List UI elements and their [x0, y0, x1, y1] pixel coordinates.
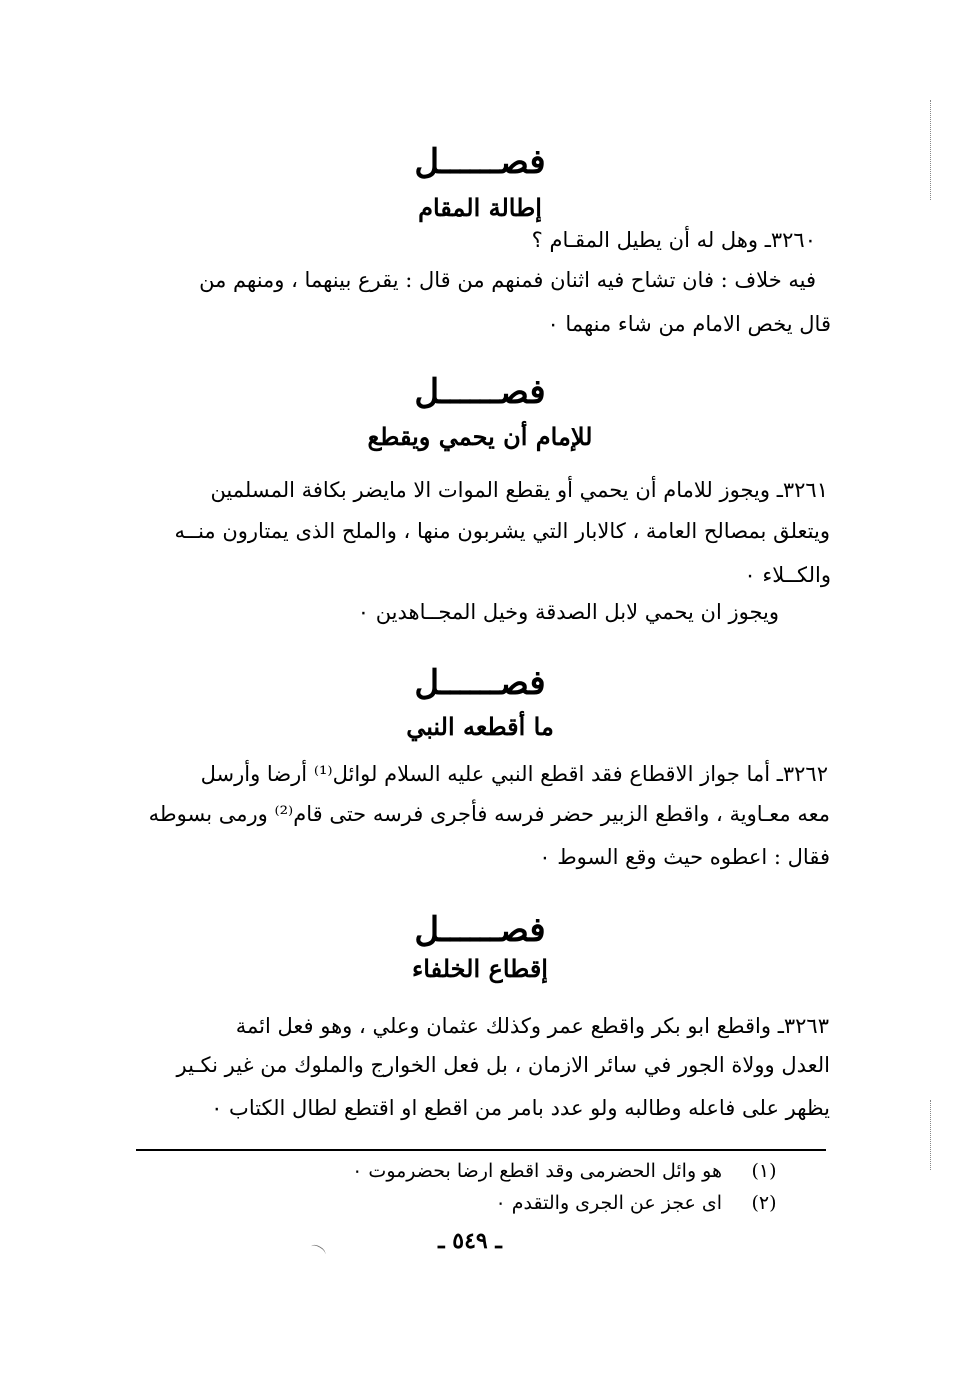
scan-margin-line	[930, 100, 931, 200]
section-heading: فصــــــل	[414, 910, 546, 950]
footnote-text: هو وائل الحضرمى وقد اقطع ارضا بحضرموت ٠	[352, 1160, 722, 1182]
paragraph-line: قال يخص الامام من شاء منهما ٠	[547, 312, 831, 336]
paragraph-line: فيه خلاف : فان تشاح فيه اثنان فمنهم من قال : يقرع بينهما ، ومنهم من	[199, 268, 816, 292]
section-title: إقطاع الخلفاء	[412, 954, 548, 983]
footnote-number: (١)	[751, 1160, 777, 1182]
paragraph-line: ٣٢٦٠ـ وهل له أن يطيل المقـام ؟	[531, 228, 816, 252]
scan-margin-line	[930, 1100, 931, 1170]
footnote	[352, 1160, 784, 1182]
paragraph-line: فقال : اعطوه حيث وقع السوط ٠	[539, 845, 830, 869]
section-title: للإمام أن يحمي ويقطع	[367, 422, 593, 451]
section-title: إطالة المقام	[418, 193, 542, 222]
scan-mark	[309, 1243, 327, 1259]
section-heading: فصــــــل	[414, 372, 546, 412]
section-heading: فصــــــل	[414, 663, 546, 703]
paragraph-line: ٣٢٦٣ـ واقطع ابو بكر واقطع عمر وكذلك عثمان وعلي ، وهو فعل ائمة	[235, 1014, 829, 1038]
footnote-text: اى عجز عن الجرى والتقدم ٠	[495, 1192, 722, 1214]
section-heading: فصــــــل	[414, 142, 546, 182]
paragraph-line: معه معـاوية ، واقطع الزبير حضر فرسه فأجرى فرسه حتى قام⁽²⁾ ورمى بسوطه	[148, 802, 830, 826]
paragraph-line: ٣٢٦١ـ ويجوز للامام أن يحمي أو يقطع الموات الا مايضر بكافة المسلمين	[210, 478, 828, 502]
paragraph-line: ويجوز ان يحمي لابل الصدقة وخيل المجــاهدين ٠	[357, 600, 779, 624]
paragraph-line: ويتعلق بمصالح العامة ، كالابار التي يشربون منها ، والملح الذى يمتارون منــه	[174, 519, 830, 543]
paragraph-line: العدل وولاة الجور في سائر الازمان ، بل فعل الخوارج والملوك من غير نكـير	[176, 1053, 830, 1077]
footnote	[496, 1192, 784, 1214]
paragraph-line: والكــلاء ٠	[744, 563, 831, 587]
paragraph-line: ٣٢٦٢ـ أما جواز الاقطاع فقد اقطع النبي عليه السلام لوائل⁽¹⁾ أرضا وأرسل	[200, 762, 828, 786]
footnote-separator	[136, 1149, 826, 1151]
section-title: ما أقطعه النبي	[406, 712, 554, 741]
footnote-number: (٢)	[751, 1192, 777, 1214]
paragraph-line: يظهر على فاعله وطالبه ولو عدد بامر من اقطع او اقتطع لطال الكتاب ٠	[211, 1096, 830, 1120]
page-number: ـ ٥٤٩ ـ	[438, 1228, 502, 1254]
